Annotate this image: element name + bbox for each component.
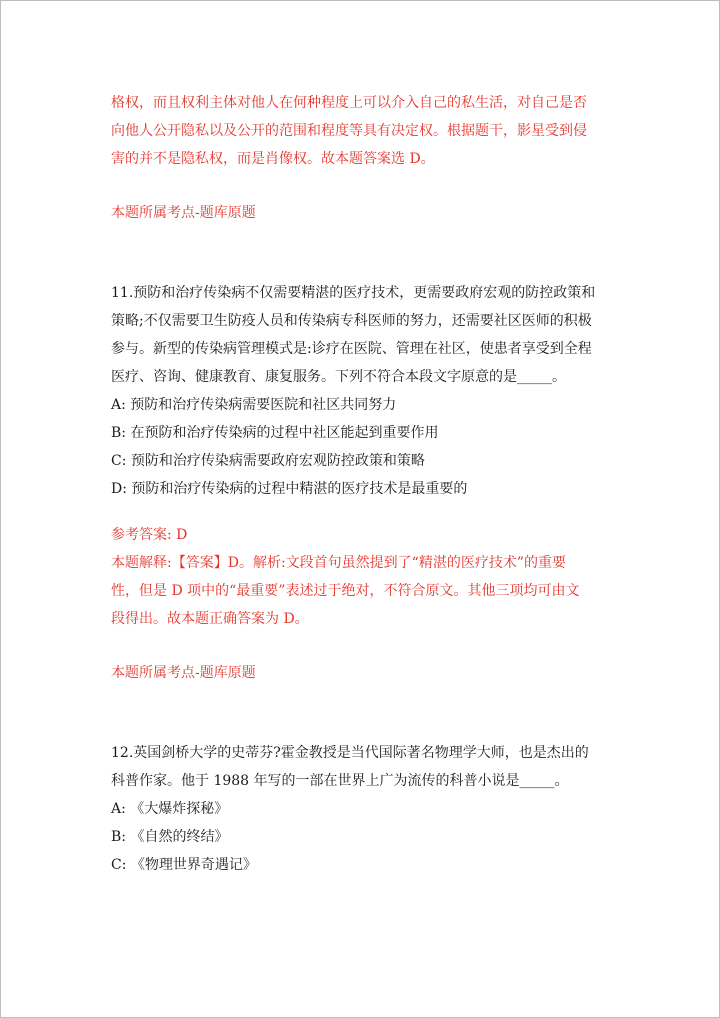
option-b: B: 《自然的终结》 [111,829,229,845]
explanation-line: 性，但是 D 项中的“最重要”表述过于绝对，不符合原文。其他三项均可由文 [111,583,580,599]
question-11 [111,279,611,503]
option-c: C: 《物理世界奇遇记》 [111,857,257,873]
page-content [111,89,611,879]
source-note: 本题所属考点-题库原题 [111,665,256,681]
question-12 [111,739,611,879]
explanation-line: 格权，而且权利主体对他人在何种程度上可以介入自己的私生活，对自己是否 [111,95,587,111]
explanation-line: 本题解释:【答案】D。解析:文段首句虽然提到了“精湛的医疗技术”的重要 [111,555,566,571]
option-c: C: 预防和治疗传染病需要政府宏观防控政策和策略 [111,453,425,469]
question-stem-line: 医疗、咨询、健康教育、康复服务。下列不符合本段文字原意的是_____。 [111,369,566,385]
question-stem-line: 参与。新型的传染病管理模式是:诊疗在医院、管理在社区，使患者享受到全程 [111,341,592,357]
prev-question-explanation [111,89,611,173]
option-d: D: 预防和治疗传染病的过程中精湛的医疗技术是最重要的 [111,481,468,497]
question-stem-line: 12.英国剑桥大学的史蒂芬?霍金教授是当代国际著名物理学大师，也是杰出的 [111,745,589,761]
question-stem-line: 11.预防和治疗传染病不仅需要精湛的医疗技术，更需要政府宏观的防控政策和 [111,285,596,301]
option-b: B: 在预防和治疗传染病的过程中社区能起到重要作用 [111,425,439,441]
option-a: A: 《大爆炸探秘》 [111,801,229,817]
option-a: A: 预防和治疗传染病需要医院和社区共同努力 [111,397,397,413]
answer-line: 参考答案: D [111,527,188,543]
source-note: 本题所属考点-题库原题 [111,205,256,221]
explanation-line: 向他人公开隐私以及公开的范围和程度等具有决定权。根据题干，影星受到侵 [111,123,587,139]
question-stem-line: 策略;不仅需要卫生防疫人员和传染病专科医师的努力，还需要社区医师的积极 [111,313,592,329]
question-stem-line: 科普作家。他于 1988 年写的一部在世界上广为流传的科普小说是_____。 [111,773,569,789]
question-11-explanation [111,549,611,633]
explanation-line: 段得出。故本题正确答案为 D。 [111,611,309,627]
explanation-line: 害的并不是隐私权，而是肖像权。故本题答案选 D。 [111,151,435,167]
